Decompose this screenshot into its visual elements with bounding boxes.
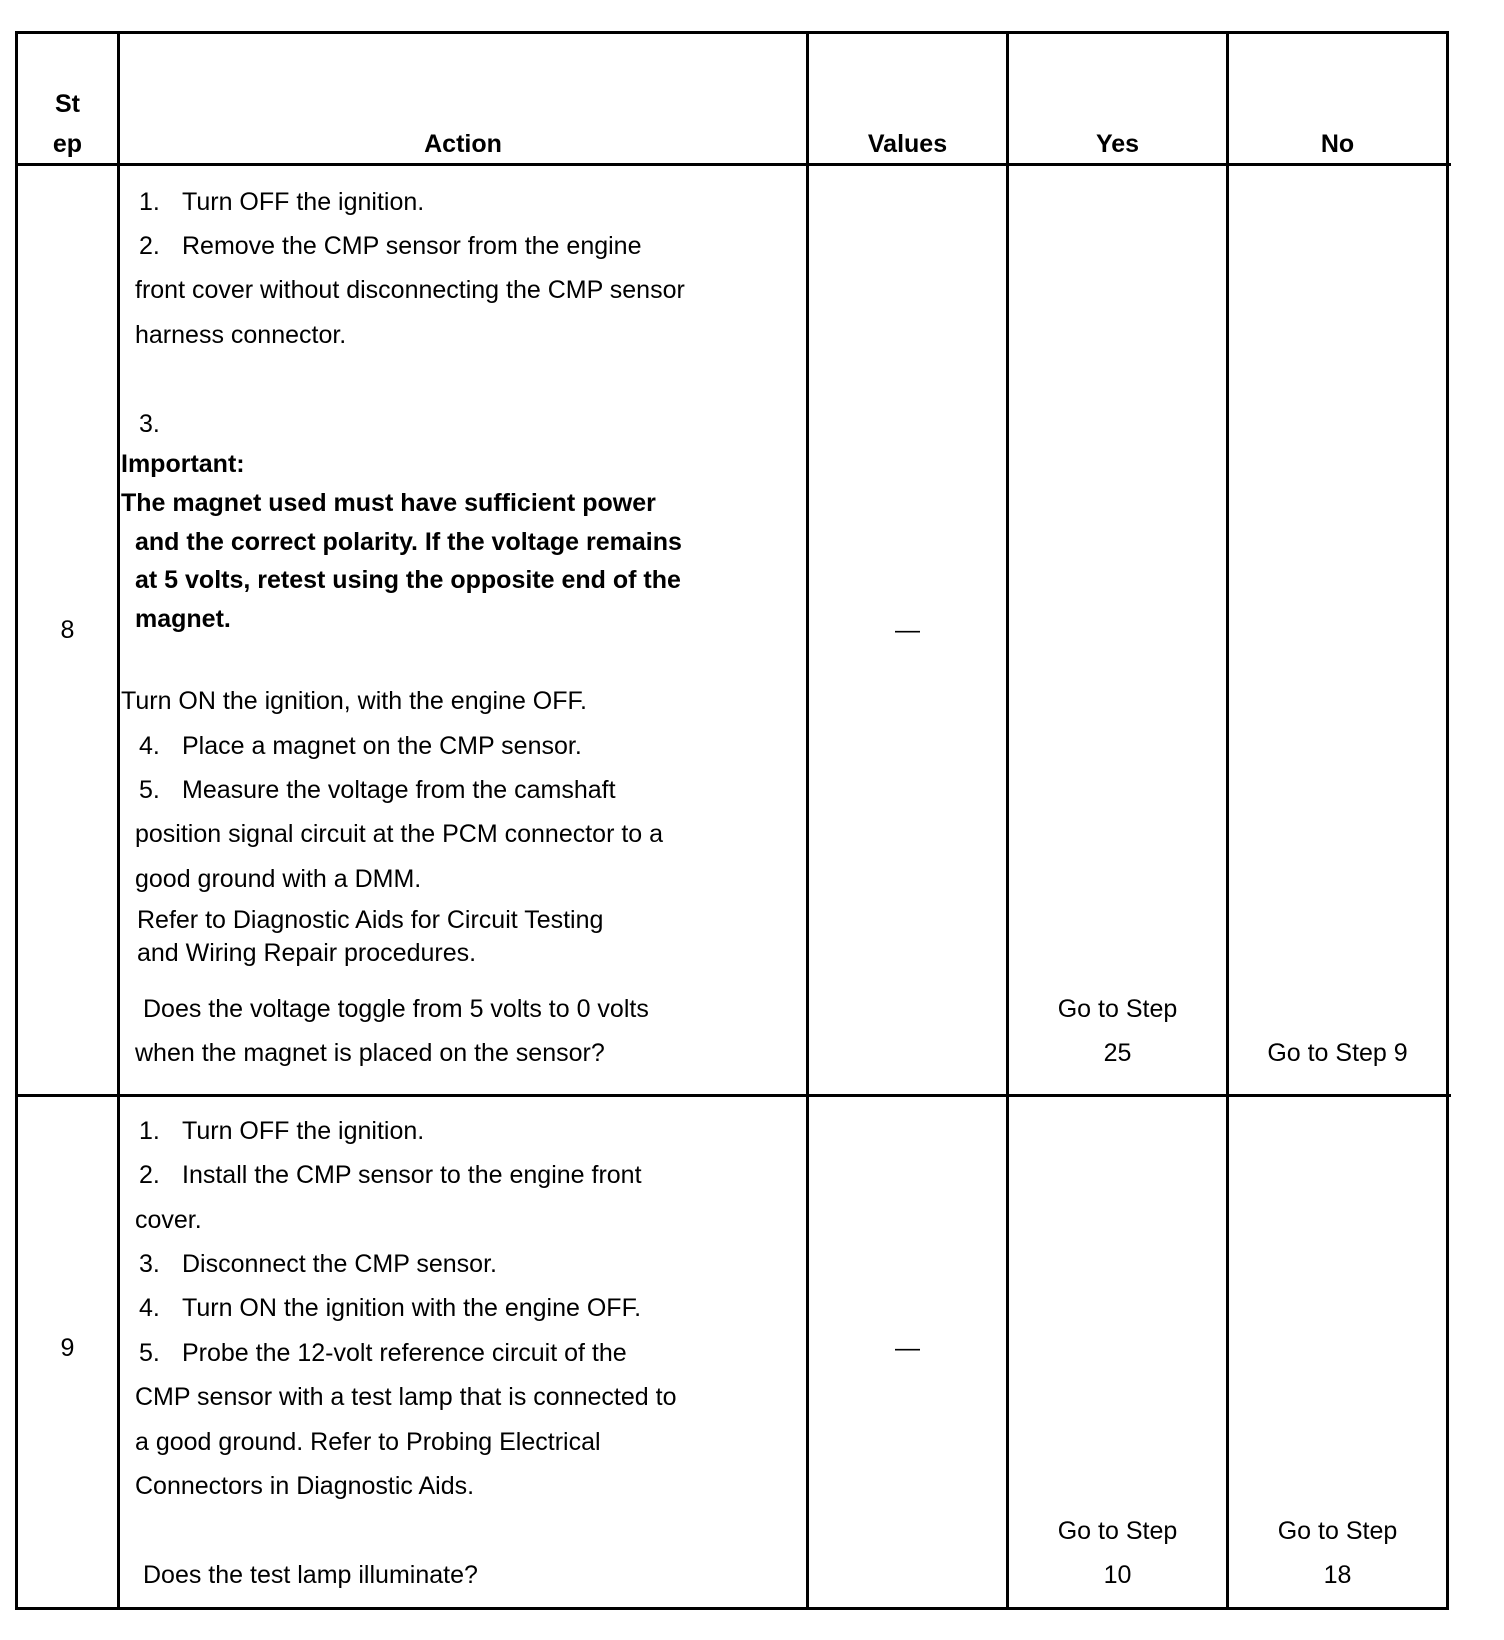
values-dash: — bbox=[895, 1334, 920, 1362]
header-yes: Yes bbox=[1095, 130, 1140, 158]
row-divider bbox=[15, 1094, 1451, 1097]
header-action: Action bbox=[424, 130, 502, 158]
step-number: 8 bbox=[60, 616, 75, 644]
no-result: Go to Step bbox=[1277, 1517, 1398, 1545]
yes-result: Go to Step bbox=[1057, 995, 1178, 1023]
list-item: 4. Place a magnet on the CMP sensor. bbox=[139, 732, 582, 760]
turn-on-instruction: Turn ON the ignition, with the engine OFF. bbox=[121, 687, 587, 715]
list-item: harness connector. bbox=[135, 321, 347, 349]
list-item: cover. bbox=[135, 1206, 202, 1234]
important-line: and the correct polarity. If the voltage remains bbox=[135, 528, 682, 556]
column-divider-yes bbox=[1226, 31, 1229, 1610]
list-item: front cover without disconnecting the CMP sensor bbox=[135, 276, 685, 304]
list-item: 3. bbox=[139, 410, 160, 438]
important-line: The magnet used must have sufficient power bbox=[121, 489, 656, 517]
list-item: CMP sensor with a test lamp that is connected to bbox=[135, 1383, 677, 1411]
column-divider-values bbox=[1006, 31, 1009, 1610]
refer-note: Refer to Diagnostic Aids for Circuit Testing bbox=[137, 906, 604, 934]
important-line: magnet. bbox=[135, 605, 231, 633]
question: Does the voltage toggle from 5 volts to 0 volts bbox=[143, 995, 649, 1023]
list-item: 2. Install the CMP sensor to the engine front bbox=[139, 1161, 642, 1189]
yes-result: 25 bbox=[1103, 1039, 1132, 1067]
no-result: 18 bbox=[1323, 1561, 1352, 1589]
header-no: No bbox=[1320, 130, 1355, 158]
values-dash: — bbox=[895, 616, 920, 644]
list-item: position signal circuit at the PCM connector to a bbox=[135, 820, 664, 848]
no-result: Go to Step 9 bbox=[1267, 1039, 1408, 1067]
list-item: 3. Disconnect the CMP sensor. bbox=[139, 1250, 497, 1278]
question: when the magnet is placed on the sensor? bbox=[135, 1039, 605, 1067]
list-item: 1. Turn OFF the ignition. bbox=[139, 1117, 425, 1145]
list-item: Connectors in Diagnostic Aids. bbox=[135, 1472, 475, 1500]
refer-note: and Wiring Repair procedures. bbox=[137, 939, 477, 967]
list-item: 5. Probe the 12-volt reference circuit of the bbox=[139, 1339, 627, 1367]
list-item: good ground with a DMM. bbox=[135, 865, 422, 893]
important-label: Important: bbox=[121, 450, 245, 478]
list-item: 1. Turn OFF the ignition. bbox=[139, 188, 425, 216]
column-divider-no bbox=[1446, 31, 1449, 1610]
important-line: at 5 volts, retest using the opposite end of the bbox=[135, 566, 681, 594]
column-divider-step bbox=[117, 31, 120, 1610]
list-item: 2. Remove the CMP sensor from the engine bbox=[139, 232, 642, 260]
yes-result: Go to Step bbox=[1057, 1517, 1178, 1545]
step-number: 9 bbox=[60, 1334, 75, 1362]
list-item: 4. Turn ON the ignition with the engine OFF. bbox=[139, 1294, 642, 1322]
header-row-divider bbox=[15, 163, 1451, 166]
header-step-line1: St bbox=[55, 90, 80, 118]
list-item: a good ground. Refer to Probing Electrical bbox=[135, 1428, 601, 1456]
header-step-line2: ep bbox=[52, 130, 83, 158]
list-item: 5. Measure the voltage from the camshaft bbox=[139, 776, 616, 804]
header-values: Values bbox=[867, 130, 948, 158]
column-divider-action bbox=[806, 31, 809, 1610]
yes-result: 10 bbox=[1103, 1561, 1132, 1589]
question: Does the test lamp illuminate? bbox=[143, 1561, 478, 1589]
